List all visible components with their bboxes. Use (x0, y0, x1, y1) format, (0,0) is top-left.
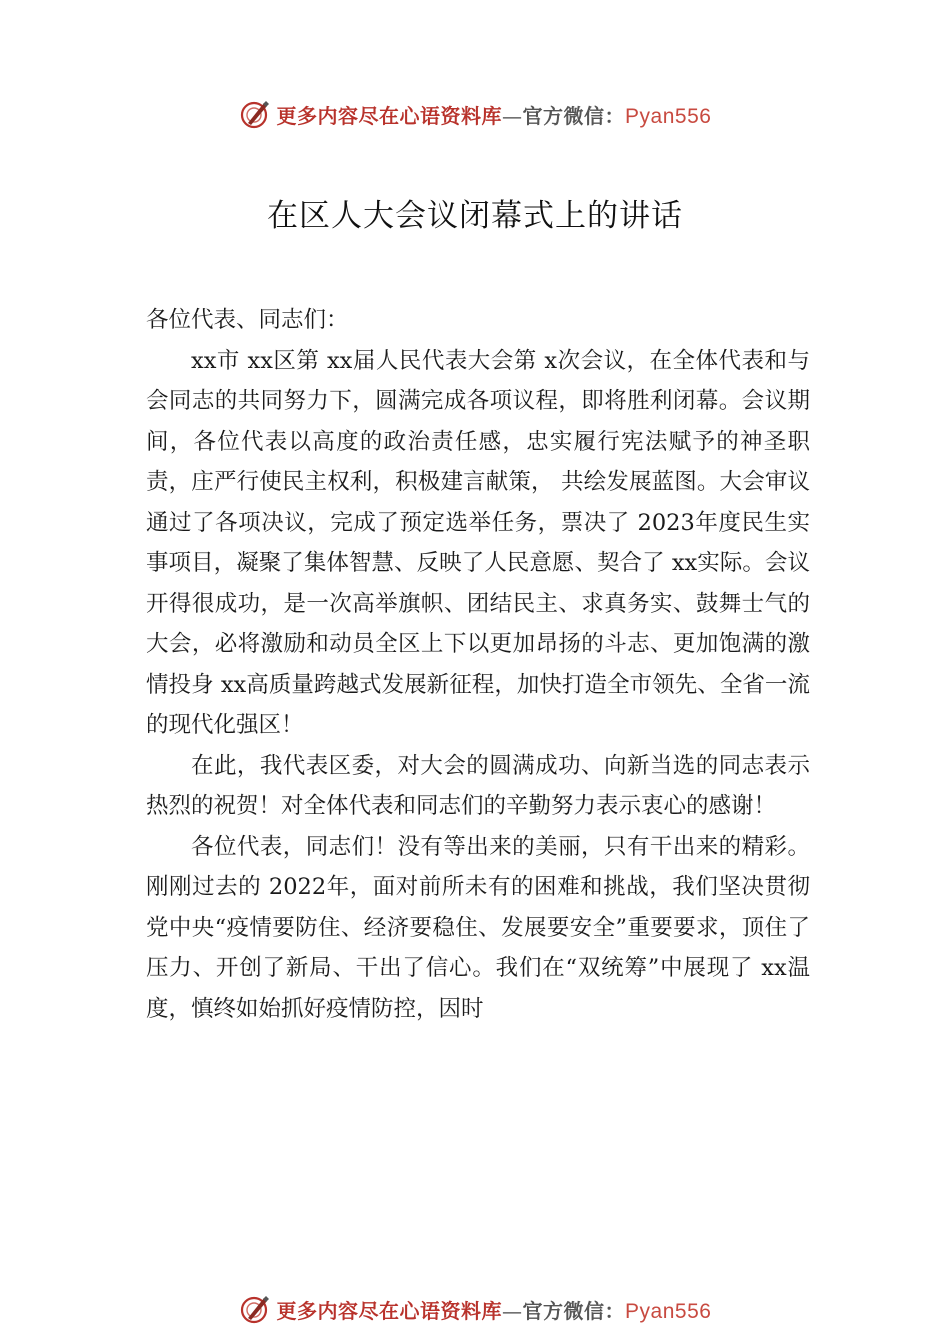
separator-dash: — (502, 103, 523, 128)
header-watermark-text (277, 100, 712, 129)
document-body (146, 300, 810, 1029)
pen-seal-icon (239, 98, 271, 130)
wechat-id: Pyan556 (625, 1299, 712, 1323)
document-title: 在区人大会议闭幕式上的讲话 (267, 198, 683, 234)
wechat-id: Pyan556 (625, 104, 712, 128)
brand-name: 更多内容尽在心语资料库 (276, 103, 503, 128)
brand-name: 更多内容尽在心语资料库 (276, 1298, 503, 1323)
body-paragraph: xx市 xx区第 xx届人民代表大会第 x次会议，在全体代表和与会同志的共同努力下，圆满完成各项议程，即将胜利闭幕。会议期间，各位代表以高度的政治责任感，忠实履行宪法赋予的神圣职责，庄严行使民主权利，积极建言献策， 共绘发展蓝图。大会审议通过了各项决议，完成了预定选举任务，票决了 2023年度民生实事项目，凝聚了集体智慧、反映了人民意愿、契合了 xx实际。会议开得很成功，是一次高举旗帜、团结民主、求真务实、鼓舞士气的大会，必将激励和动员全区上下以更加昂扬的斗志、更加饱满的激情投身 xx高质量跨越式发展新征程，加快打造全市领先、全省一流的现代化强区！ (146, 347, 810, 738)
footer-watermark-banner (0, 1289, 950, 1329)
official-wechat-label: 官方微信： (522, 1298, 626, 1323)
pen-seal-icon (239, 1293, 271, 1325)
separator-dash: — (502, 1298, 523, 1323)
body-paragraph: 在此，我代表区委，对大会的圆满成功、向新当选的同志表示热烈的祝贺！对全体代表和同志们的辛勤努力表示衷心的感谢！ (146, 752, 810, 819)
body-paragraph: 各位代表，同志们！没有等出来的美丽，只有干出来的精彩。刚刚过去的 2022年，面对前所未有的困难和挑战，我们坚决贯彻党中央“疫情要防住、经济要稳住、发展要安全”重要要求，顶住了压力、开创了新局、干出了信心。我们在“双统筹”中展现了 xx温度，慎终如始抓好疫情防控，因时 (146, 833, 810, 1022)
footer-watermark-text (277, 1295, 712, 1324)
header-watermark-banner (0, 94, 950, 134)
salutation: 各位代表、同志们： (146, 307, 349, 333)
official-wechat-label: 官方微信： (522, 103, 626, 128)
